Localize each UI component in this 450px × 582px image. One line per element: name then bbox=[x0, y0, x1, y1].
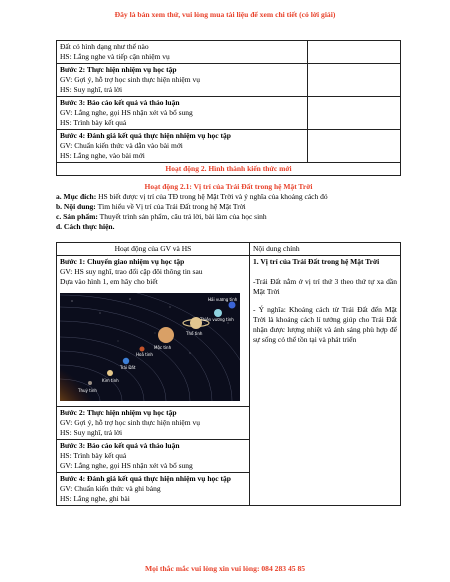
previous-activity-table bbox=[56, 40, 401, 176]
table-cell bbox=[308, 63, 401, 96]
content-paragraph: - Ý nghĩa: Khoảng cách từ Trái Đất đến Mặt Trời là khoảng cách lí tưởng giúp cho Trái Đất nhận được lượng nhiệt và ánh sáng phù hợp để sự sống có thể tồn tại và phát triển bbox=[253, 304, 397, 344]
table-cell bbox=[57, 439, 250, 472]
planet-label: Hoả tinh bbox=[136, 351, 153, 357]
text-line: GV: Chuẩn kiến thức và ghi bảng bbox=[60, 483, 161, 493]
goal-label: a. Mục đích: bbox=[56, 191, 97, 201]
text-line: HS: Trình bày kết quả bbox=[60, 450, 127, 460]
planet-label: Mộc tinh bbox=[154, 344, 172, 350]
contact-footer: Mọi thắc mắc vui lòng xin vui lòng: 084 283 45 85 bbox=[144, 564, 306, 573]
step-title: Bước 2: Thực hiện nhiệm vụ học tập bbox=[60, 407, 177, 417]
planet-label: Hải vương tinh bbox=[208, 296, 238, 302]
table-cell bbox=[57, 41, 308, 64]
planet-label: Trái Đất bbox=[120, 364, 136, 370]
step-title: Bước 2: Thực hiện nhiệm vụ học tập bbox=[60, 64, 177, 74]
column-header: Hoạt động của GV và HS bbox=[57, 243, 250, 256]
step-title: Bước 4: Đánh giá kết quả thực hiện nhiệm vụ học tập bbox=[60, 130, 231, 140]
table-cell bbox=[308, 96, 401, 129]
text-line: HS: Suy nghĩ, trả lời bbox=[60, 84, 123, 94]
table-cell bbox=[57, 472, 250, 505]
table-cell bbox=[57, 129, 308, 162]
step-title: Bước 3: Báo cáo kết quả và thảo luận bbox=[60, 440, 180, 450]
step-title: Bước 1: Chuyển giao nhiệm vụ học tập bbox=[60, 256, 185, 266]
activity-table bbox=[56, 242, 401, 506]
text-line: HS: Trình bày kết quả bbox=[60, 117, 127, 127]
preview-banner: Đây là bản xem thử, vui lòng mua tài liệu để xem chi tiết (có lời giải) bbox=[114, 10, 336, 19]
text-line: HS: Lắng nghe, vào bài mới bbox=[60, 150, 145, 160]
procedure-label: d. Cách thực hiện. bbox=[56, 221, 115, 231]
table-cell bbox=[57, 96, 308, 129]
content-title: 1. Vị trí của Trái Đất trong hệ Mặt Trời bbox=[253, 256, 380, 266]
text-line: HS: Suy nghĩ, trả lời bbox=[60, 427, 123, 437]
planet-label: Thiên vương tinh bbox=[200, 316, 234, 322]
table-cell bbox=[57, 406, 250, 439]
text-line: GV: Chuẩn kiến thức và dẫn vào bài mới bbox=[60, 140, 183, 150]
main-content-cell bbox=[250, 255, 401, 505]
earth bbox=[123, 358, 129, 364]
neptune bbox=[229, 301, 236, 308]
table-cell bbox=[57, 255, 250, 406]
text-line: GV: Gợi ý, hỗ trợ học sinh thực hiện nhiệm vụ bbox=[60, 417, 200, 427]
planet-label: Kim tinh bbox=[102, 377, 119, 383]
text-line: Dựa vào hình 1, em hãy cho biết bbox=[60, 276, 158, 286]
solar-system-svg bbox=[60, 293, 240, 401]
text-line: HS: Lắng nghe, ghi bài bbox=[60, 493, 130, 503]
text-line: Đất có hình dạng như thế nào bbox=[60, 42, 149, 51]
venus bbox=[107, 370, 113, 376]
text-line: GV: Gợi ý, hỗ trợ học sinh thực hiện nhiệm vụ bbox=[60, 74, 200, 84]
step-title: Bước 3: Báo cáo kết quả và thảo luận bbox=[60, 97, 180, 107]
goal-text: HS biết được vị trí của TĐ trong hệ Mặt Trời và ý nghĩa của khoảng cách đó bbox=[98, 191, 328, 201]
column-header: Nội dung chính bbox=[250, 243, 401, 256]
table-cell bbox=[308, 41, 401, 64]
step-title: Bước 4: Đánh giá kết quả thực hiện nhiệm vụ học tập bbox=[60, 473, 231, 483]
content-text: Tìm hiểu về Vị trí của Trái Đất trong hệ Mặt Trời bbox=[97, 201, 246, 211]
activity-title: Hoạt động 2. Hình thành kiến thức mới bbox=[57, 162, 401, 175]
solar-system-image bbox=[60, 293, 240, 401]
product-label: c. Sản phẩm: bbox=[56, 211, 98, 221]
text-line: GV: Lắng nghe, gọi HS nhận xét và bổ sung bbox=[60, 460, 193, 470]
product-line bbox=[56, 212, 401, 222]
planet-label: Thuỷ tinh bbox=[78, 387, 97, 393]
content-label: b. Nội dung: bbox=[56, 201, 96, 211]
content-line bbox=[56, 202, 401, 212]
lesson-section bbox=[56, 182, 401, 232]
mars bbox=[140, 346, 145, 351]
content-paragraph: -Trái Đất nằm ở vị trí thứ 3 theo thứ tự xa dần Mặt Trời bbox=[253, 276, 397, 296]
table-cell bbox=[308, 129, 401, 162]
text-line: HS: Lắng nghe và tiếp cận nhiệm vụ bbox=[60, 51, 170, 61]
text-line: GV: Lắng nghe, gọi HS nhận xét và bổ sung bbox=[60, 107, 193, 117]
planet-label: Thổ tinh bbox=[186, 330, 203, 336]
text-line: GV: HS suy nghĩ, trao đổi cặp đôi thông tin sau bbox=[60, 266, 203, 276]
uranus bbox=[214, 309, 222, 317]
product-text: Thuyết trình sản phẩm, câu trả lời, bài làm của học sinh bbox=[99, 211, 267, 221]
mercury bbox=[88, 381, 92, 385]
goal-line bbox=[56, 192, 401, 202]
subactivity-title: Hoạt động 2.1: Vị trí của Trái Đất trong hệ Mặt Trời bbox=[144, 182, 313, 191]
jupiter bbox=[158, 327, 174, 343]
table-cell bbox=[57, 63, 308, 96]
